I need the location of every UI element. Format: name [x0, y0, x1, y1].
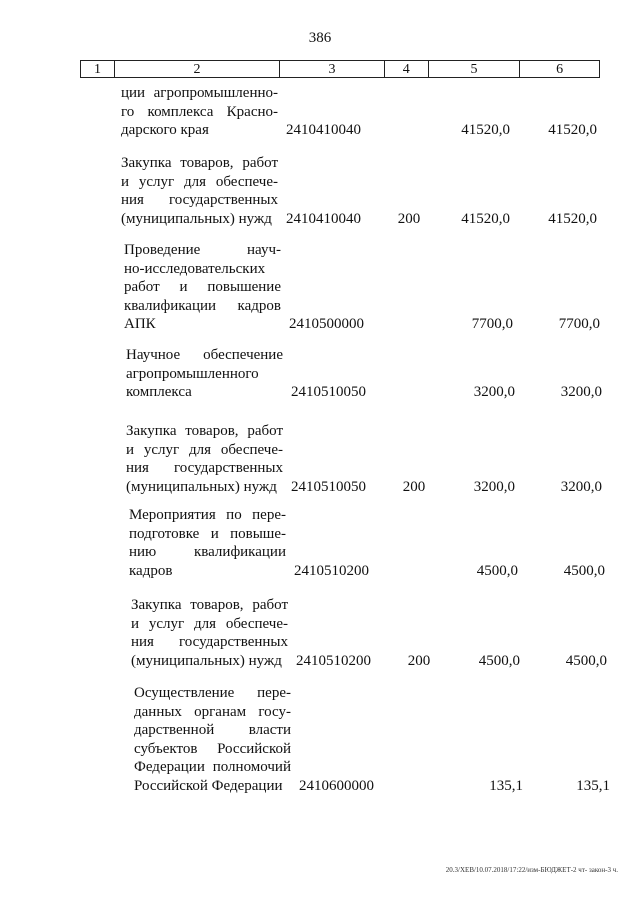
row-code: 2410410040: [286, 210, 361, 227]
description-line: дарского края: [121, 122, 209, 138]
row-col5: 4500,0: [476, 562, 518, 579]
description-line: Российской Федерации: [134, 777, 283, 794]
row-col6: 3200,0: [560, 384, 602, 400]
header-col-5: 5: [429, 61, 521, 77]
header-col-1: 1: [81, 61, 115, 77]
row-description: [124, 241, 281, 334]
description-line: го комплекса Красно-: [121, 103, 278, 120]
row-description: [131, 596, 288, 670]
description-line: комплекса: [126, 384, 192, 400]
description-line: агропромышленного: [126, 365, 259, 382]
description-line: Осуществление пере-: [134, 685, 291, 701]
description-line: Закупка товаров, работ: [126, 423, 283, 439]
row-col6: 3200,0: [560, 478, 602, 495]
row-col5: 135,1: [489, 777, 523, 794]
header-col-4: 4: [385, 61, 429, 77]
row-code: 2410510050: [291, 384, 366, 400]
description-line: АПК: [124, 316, 156, 332]
description-line: Закупка товаров, работ: [121, 155, 278, 171]
row-col6: 135,1: [576, 777, 610, 794]
row-col5: 7700,0: [471, 316, 513, 332]
description-line: данных органам госу-: [134, 703, 291, 720]
description-line: кадров: [129, 562, 173, 579]
row-col4: 200: [397, 210, 421, 227]
row-description: [126, 422, 283, 496]
page-number: 386: [308, 30, 332, 46]
header-col-2: 2: [115, 61, 280, 77]
row-code: 2410510050: [291, 478, 366, 495]
description-line: дарственной власти: [134, 722, 291, 738]
row-col4: 200: [407, 652, 431, 669]
description-line: Закупка товаров, работ: [131, 597, 288, 613]
row-col6: 41520,0: [548, 210, 597, 227]
row-code: 2410500000: [289, 316, 364, 332]
description-line: работ и повышение: [124, 279, 281, 295]
row-description: [129, 506, 286, 580]
row-col5: 41520,0: [461, 122, 510, 138]
footer-stamp: 20.3/ХЕВ/10.07.2018/17:22/изм-БЮДЖЕТ-2 чт- закон-3 ч.: [445, 866, 618, 874]
row-col4: 200: [402, 478, 426, 495]
description-line: (муниципальных) нужд: [126, 478, 277, 495]
row-code: 2410510200: [296, 652, 371, 669]
row-description: [134, 684, 291, 795]
description-line: Научное обеспечение: [126, 347, 283, 363]
row-code: 2410510200: [294, 562, 369, 579]
description-line: Мероприятия по пере-: [129, 507, 286, 523]
description-line: субъектов Российской: [134, 740, 291, 757]
description-line: подготовке и повыше-: [129, 525, 286, 542]
row-description: [121, 154, 278, 228]
description-line: (муниципальных) нужд: [121, 210, 272, 227]
header-col-6: 6: [556, 62, 564, 77]
header-col-3: 3: [280, 61, 385, 77]
row-col6: 7700,0: [558, 316, 600, 332]
description-line: ния государственных: [126, 460, 283, 476]
row-col6: 4500,0: [565, 652, 607, 669]
description-line: но-исследовательских: [124, 260, 266, 277]
row-col5: 3200,0: [473, 478, 515, 495]
row-col6: 41520,0: [548, 122, 597, 138]
row-col5: 4500,0: [478, 652, 520, 669]
row-description: [126, 346, 283, 402]
description-line: и услуг для обеспече-: [126, 441, 283, 458]
row-code: 2410410040: [286, 122, 361, 138]
row-col6: 4500,0: [563, 562, 605, 579]
description-line: ния государственных: [131, 634, 288, 650]
description-line: ния государственных: [121, 192, 278, 208]
description-line: Проведение науч-: [124, 242, 281, 258]
row-col5: 41520,0: [461, 210, 510, 227]
description-line: (муниципальных) нужд: [131, 652, 282, 669]
row-code: 2410600000: [299, 777, 374, 794]
description-line: и услуг для обеспече-: [121, 173, 278, 190]
row-description: [121, 84, 278, 140]
description-line: Федерации полномочий: [134, 759, 291, 775]
table-header: [80, 60, 600, 78]
description-line: ции агропромышленно-: [121, 85, 278, 101]
description-line: нию квалификации: [129, 544, 286, 560]
description-line: квалификации кадров: [124, 297, 281, 314]
description-line: и услуг для обеспече-: [131, 615, 288, 632]
row-col5: 3200,0: [473, 384, 515, 400]
